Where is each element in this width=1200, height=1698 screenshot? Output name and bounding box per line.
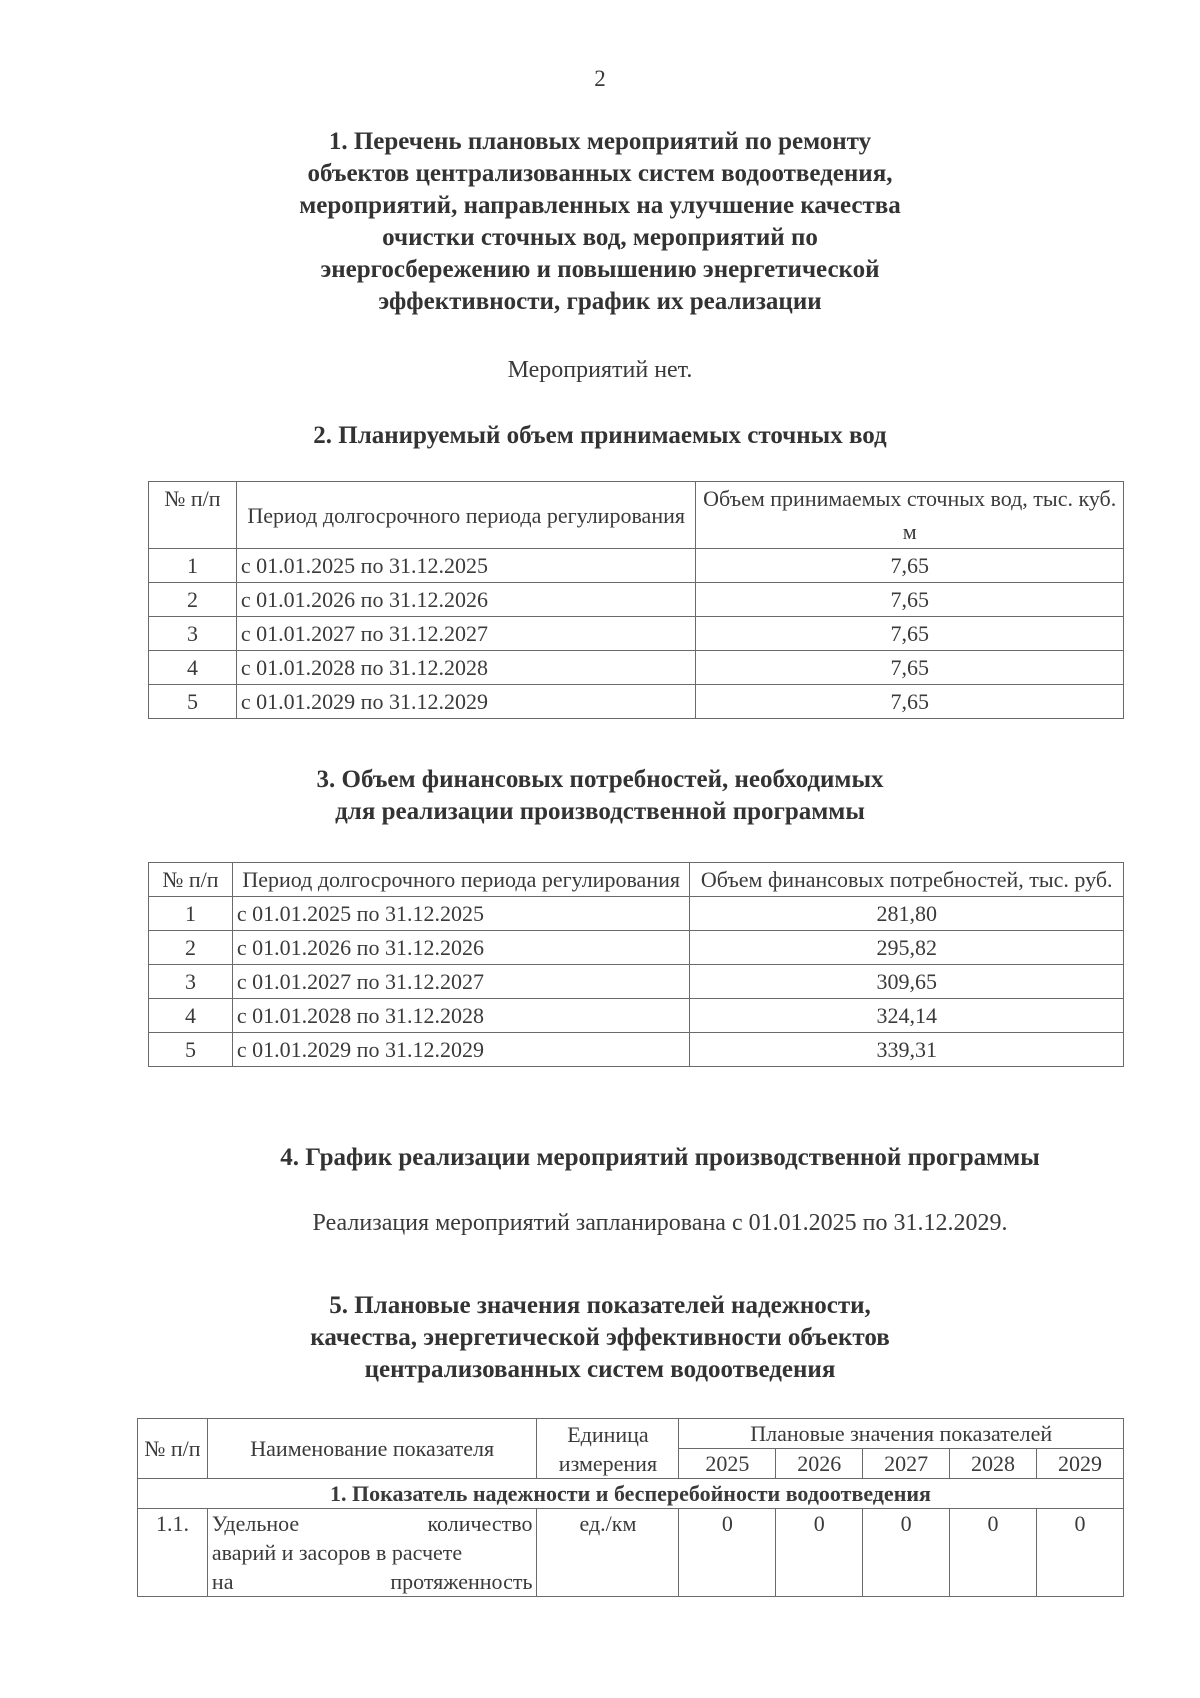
row-name-line: на протяженность: [211, 1569, 533, 1594]
row-num: 4: [149, 999, 233, 1033]
row-value: 0: [776, 1509, 863, 1597]
table-row: [149, 583, 1124, 617]
row-value: 0: [679, 1509, 776, 1597]
row-num: 1: [149, 549, 237, 583]
row-value: 7,65: [696, 617, 1124, 651]
header-name: Наименование показателя: [207, 1419, 537, 1479]
header-num: № п/п: [138, 1419, 208, 1479]
header-volume: Объем принимаемых сточных вод, тыс. куб. м: [696, 482, 1124, 549]
row-num: 1: [149, 897, 233, 931]
row-period: с 01.01.2025 по 31.12.2025: [232, 897, 690, 931]
row-value: 0: [863, 1509, 950, 1597]
header-unit: Единица измерения: [537, 1419, 679, 1479]
section1-title-line: энергосбережению и повышению энергетической: [320, 256, 880, 283]
section1-note: Мероприятий нет.: [507, 357, 693, 383]
row-name-line: Удельное количество: [211, 1511, 533, 1536]
table-row: [149, 999, 1124, 1033]
header-year: 2029: [1037, 1449, 1124, 1479]
table-row: [149, 1033, 1124, 1067]
table-row: [149, 651, 1124, 685]
row-value: 281,80: [690, 897, 1124, 931]
section5-title: [0, 1290, 1200, 1386]
row-name: [207, 1509, 537, 1597]
row-value: 7,65: [696, 651, 1124, 685]
row-num: 5: [149, 685, 237, 719]
row-value: 339,31: [690, 1033, 1124, 1067]
table-header-row: [138, 1419, 1124, 1449]
section4-note: Реализация мероприятий запланирована с 01.01.2025 по 31.12.2029.: [312, 1210, 1008, 1236]
header-year: 2025: [679, 1449, 776, 1479]
row-value: 309,65: [690, 965, 1124, 999]
header-num: № п/п: [149, 482, 237, 549]
row-period: с 01.01.2026 по 31.12.2026: [232, 931, 690, 965]
row-num: 5: [149, 1033, 233, 1067]
row-name-line: аварий и засоров в расчете: [211, 1540, 463, 1565]
table-row: [149, 965, 1124, 999]
row-unit: ед./км: [537, 1509, 679, 1597]
header-num: № п/п: [149, 863, 233, 897]
section1-title-line: эффективности, график их реализации: [378, 288, 822, 315]
header-year: 2027: [863, 1449, 950, 1479]
header-period: Период долгосрочного периода регулирования: [232, 863, 690, 897]
section1-title-line: 1. Перечень плановых мероприятий по ремонту: [328, 128, 872, 155]
table-header-row: [149, 863, 1124, 897]
header-period: Период долгосрочного периода регулирования: [236, 482, 696, 549]
row-period: с 01.01.2025 по 31.12.2025: [236, 549, 696, 583]
section1-title-line: объектов централизованных систем водоотведения,: [307, 160, 893, 187]
section1-title-line: очистки сточных вод, мероприятий по: [382, 224, 818, 251]
group-title: 1. Показатель надежности и бесперебойности водоотведения: [138, 1479, 1124, 1509]
row-value: 7,65: [696, 685, 1124, 719]
table-row: [138, 1509, 1124, 1597]
section5-title-line: 5. Плановые значения показателей надежности,: [329, 1292, 871, 1319]
row-value: 7,65: [696, 549, 1124, 583]
row-num: 1.1.: [138, 1509, 208, 1597]
wastewater-volume-table: [148, 481, 1124, 719]
section3-title: [0, 764, 1200, 828]
row-period: с 01.01.2028 по 31.12.2028: [232, 999, 690, 1033]
row-num: 2: [149, 931, 233, 965]
header-finance: Объем финансовых потребностей, тыс. руб.: [690, 863, 1124, 897]
section1-title-line: мероприятий, направленных на улучшение качества: [299, 192, 901, 219]
section3-title-line: для реализации производственной программы: [335, 798, 865, 825]
section3-title-line: 3. Объем финансовых потребностей, необходимых: [316, 766, 884, 793]
row-num: 2: [149, 583, 237, 617]
group-row: [138, 1479, 1124, 1509]
section5-title-line: качества, энергетической эффективности объектов: [310, 1324, 890, 1351]
row-num: 3: [149, 617, 237, 651]
row-value: 0: [1037, 1509, 1124, 1597]
row-value: 295,82: [690, 931, 1124, 965]
row-period: с 01.01.2027 по 31.12.2027: [232, 965, 690, 999]
table-row: [149, 549, 1124, 583]
row-value: 324,14: [690, 999, 1124, 1033]
row-period: с 01.01.2028 по 31.12.2028: [236, 651, 696, 685]
row-value: 7,65: [696, 583, 1124, 617]
row-period: с 01.01.2029 по 31.12.2029: [236, 685, 696, 719]
row-period: с 01.01.2029 по 31.12.2029: [232, 1033, 690, 1067]
row-num: 4: [149, 651, 237, 685]
table-row: [149, 617, 1124, 651]
section1-title: [0, 126, 1200, 318]
section5-title-line: централизованных систем водоотведения: [364, 1356, 836, 1383]
section2-title: 2. Планируемый объем принимаемых сточных вод: [313, 422, 887, 449]
table-row: [149, 897, 1124, 931]
table-row: [149, 931, 1124, 965]
indicators-table: [137, 1418, 1124, 1597]
section4-title: 4. График реализации мероприятий производственной программы: [280, 1144, 1040, 1171]
row-period: с 01.01.2026 по 31.12.2026: [236, 583, 696, 617]
table-header-row: [149, 482, 1124, 549]
row-value: 0: [950, 1509, 1037, 1597]
financial-needs-table: [148, 862, 1124, 1067]
table-row: [149, 685, 1124, 719]
row-num: 3: [149, 965, 233, 999]
header-planned: Плановые значения показателей: [679, 1419, 1124, 1449]
page-number: 2: [594, 66, 606, 91]
row-period: с 01.01.2027 по 31.12.2027: [236, 617, 696, 651]
header-year: 2028: [950, 1449, 1037, 1479]
header-year: 2026: [776, 1449, 863, 1479]
